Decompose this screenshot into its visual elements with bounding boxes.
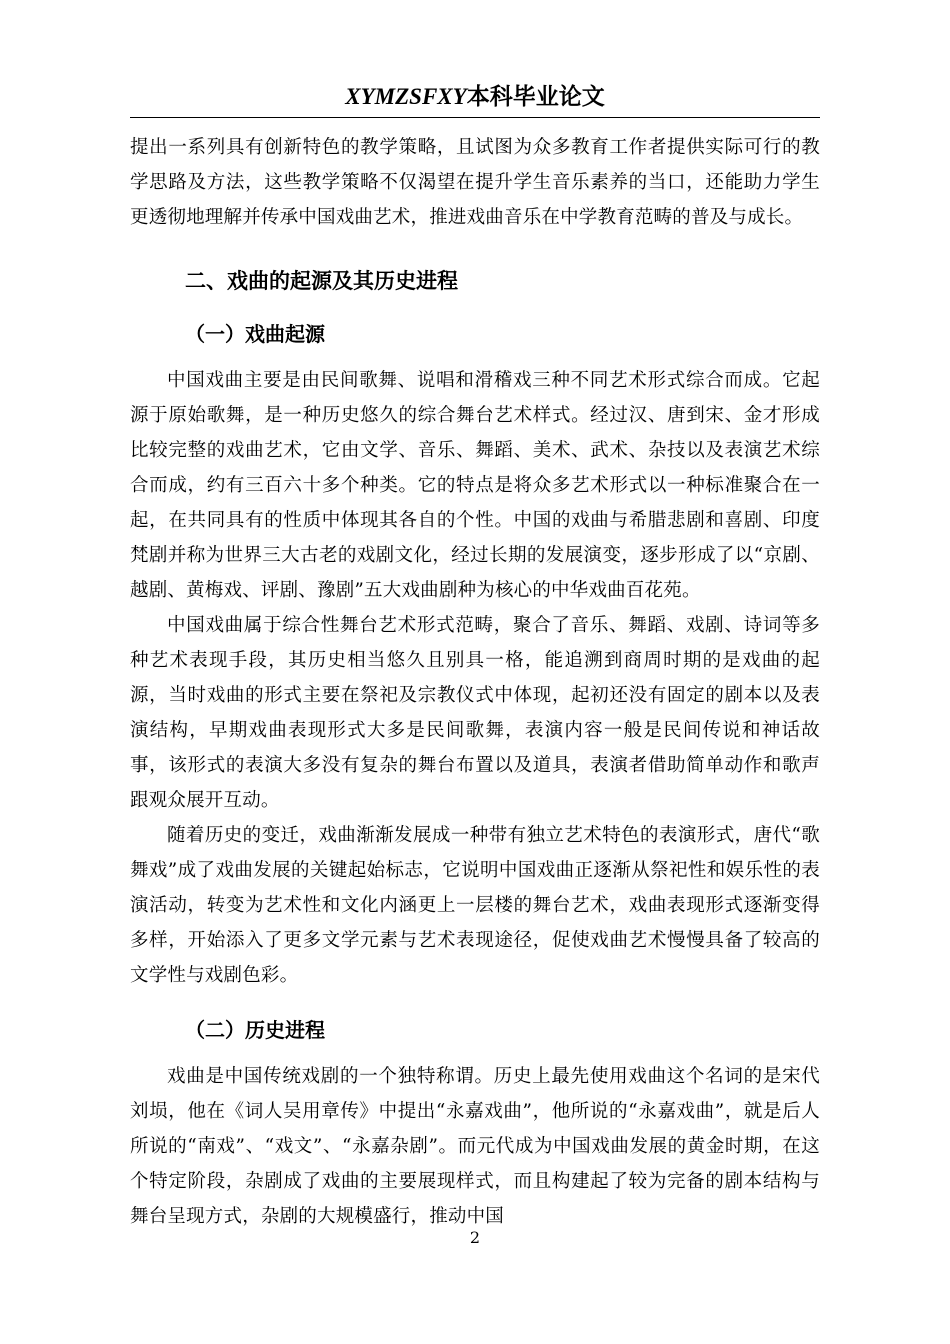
paragraph-intro: 提出一系列具有创新特色的教学策略，且试图为众多教育工作者提供实际可行的教学思路及方法，这些教学策略不仅渴望在提升学生音乐素养的当口，还能助力学生更透彻地理解并传承中国戏曲艺术，推进戏曲音乐在中学教育范畴的普及与成长。 [130,137,820,228]
paragraph-origin-1: 中国戏曲主要是由民间歌舞、说唱和滑稽戏三种不同艺术形式综合而成。它起源于原始歌舞，是一种历史悠久的综合舞台艺术样式。经过汉、唐到宋、金才形成比较完整的戏曲艺术，它由文学、音乐、舞蹈、美术、武术、杂技以及表演艺术综合而成，约有三百六十多个种类。它的特点是将众多艺术形式以一种标准聚合在一起，在共同具有的性质中体现其各自的个性。中国的戏曲与希腊悲剧和喜剧、印度梵剧并称为世界三大古老的戏剧文化，经过长期的发展演变，逐步形成了以“京剧、越剧、黄梅戏、评剧、豫剧”五大戏曲剧种为核心的中华戏曲百花苑。 [130,370,820,601]
subsection-heading-history: （二）历史进程 [185,1018,325,1042]
paragraph-origin-3: 随着历史的变迁，戏曲渐渐发展成一种带有独立艺术特色的表演形式，唐代“歌舞戏”成了戏曲发展的关键起始标志，它说明中国戏曲正逐渐从祭祀性和娱乐性的表演活动，转变为艺术性和文化内涵更上一层楼的舞台艺术，戏曲表现形式逐渐变得多样，开始添入了更多文学元素与艺术表现途径，促使戏曲艺术慢慢具备了较高的文学性与戏剧色彩。 [130,825,820,986]
header-latin-text: XYMZSFXY [345,84,467,109]
page-content [130,78,820,1234]
header-divider [130,117,820,118]
paragraph-origin-2: 中国戏曲属于综合性舞台艺术形式范畴，聚合了音乐、舞蹈、戏剧、诗词等多种艺术表现手段，其历史相当悠久且别具一格，能追溯到商周时期的是戏曲的起源，当时戏曲的形式主要在祭祀及宗教仪式中体现，起初还没有固定的剧本以及表演结构，早期戏曲表现形式大多是民间歌舞，表演内容一般是民间传说和神话故事，该形式的表演大多没有复杂的舞台布置以及道具，表演者借助简单动作和歌声跟观众展开互动。 [130,615,820,811]
paragraph-history-1: 戏曲是中国传统戏剧的一个独特称谓。历史上最先使用戏曲这个名词的是宋代刘埙，他在《词人吴用章传》中提出“永嘉戏曲”，他所说的“永嘉戏曲”，就是后人所说的“南戏”、“戏文”、“永嘉杂剧”。而元代成为中国戏曲发展的黄金时期，在这个特定阶段，杂剧成了戏曲的主要展现样式，而且构建起了较为完备的剧本结构与舞台呈现方式，杂剧的大规模盛行，推动中国 [130,1066,820,1227]
header-cjk-text: 本科毕业论文 [466,84,605,109]
subsection-heading-origin: （一）戏曲起源 [185,322,325,346]
page-number: 2 [469,1228,481,1247]
page-header [130,78,820,117]
section-heading-origin-history: 二、戏曲的起源及其历史进程 [185,269,458,293]
